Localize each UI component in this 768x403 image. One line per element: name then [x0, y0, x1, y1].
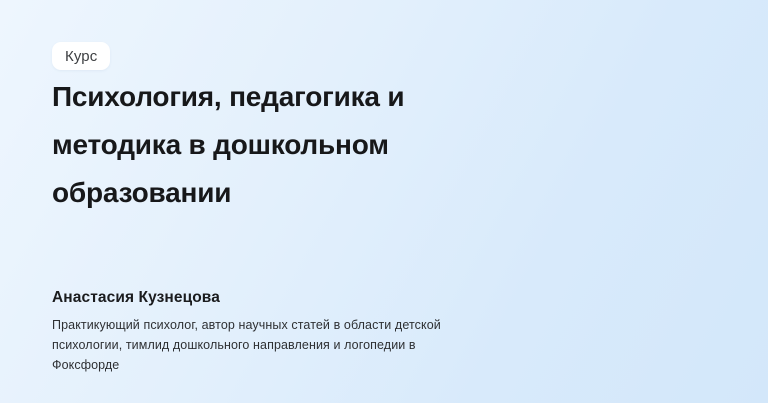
author-name: Анастасия Кузнецова	[52, 289, 220, 306]
author-bio: Практикующий психолог, автор научных статей в области детской психологии, тимлид дошкольного направления и логопедии в Фоксфорде	[52, 318, 441, 372]
course-type-badge: Курс	[52, 42, 110, 70]
course-title: Психология, педагогика и методика в дошкольном образовании	[52, 81, 405, 208]
